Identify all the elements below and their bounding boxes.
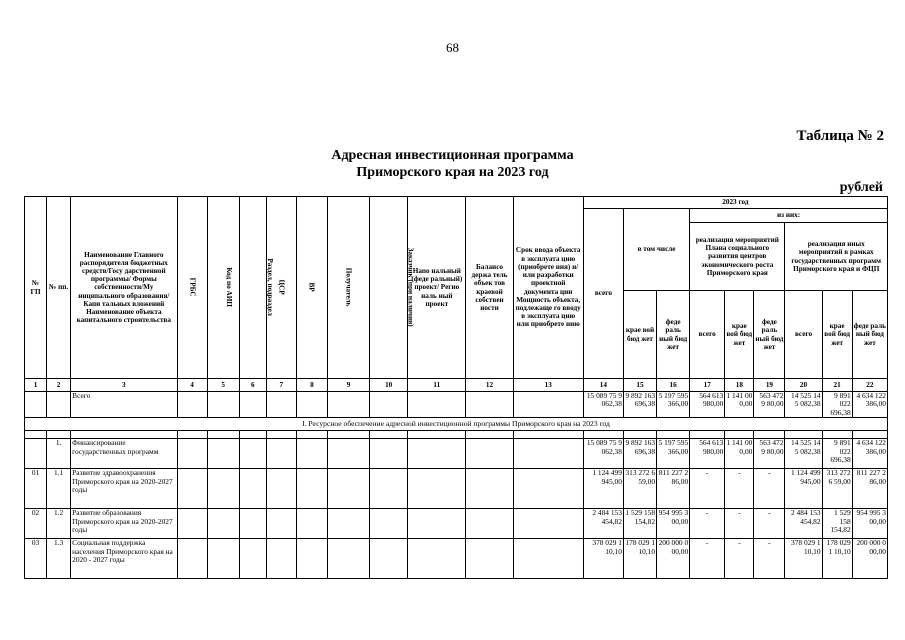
cell-empty (239, 539, 266, 579)
table-row (25, 439, 888, 469)
cell-c17: - (690, 509, 725, 539)
cell-empty (513, 439, 583, 469)
cell-c22: 200 000 0 00,00 (852, 539, 887, 579)
header-vsego: всего (583, 209, 623, 379)
column-number: 18 (725, 379, 754, 392)
column-number: 11 (408, 379, 466, 392)
total-c14: 15 089 75 9 062,38 (583, 392, 623, 418)
cell-empty (177, 439, 207, 469)
cell-c16: 954 995 3 00,00 (657, 509, 690, 539)
cell-empty (370, 469, 408, 509)
data-rows (25, 439, 888, 579)
cell-empty (177, 469, 207, 509)
cell-name: Социальная поддержка населения Приморского края на 2020 - 2027 годы (71, 539, 177, 579)
cell-c19: 563 472 9 80,00 (754, 439, 785, 469)
total-c17: 564 613 980,00 (690, 392, 725, 418)
table-number: Таблица № 2 (796, 128, 884, 144)
header-gp: № ГП (25, 197, 47, 379)
cell-c15: 178 029 1 10,10 (623, 539, 656, 579)
cell-c16: 200 000 0 00,00 (657, 539, 690, 579)
cell-c16: 811 227 2 86,00 (657, 469, 690, 509)
cell-empty (327, 469, 369, 509)
cell-empty (266, 469, 296, 509)
cell-empty (466, 509, 513, 539)
cell-empty (207, 539, 239, 579)
cell-empty (296, 439, 327, 469)
header-balance-holder: Балансо держа тель объек тов краевой собствен ности (466, 197, 513, 379)
header-year: 2023 год (583, 197, 887, 209)
header-vr: ВР (296, 197, 327, 379)
header-razdel: Раздел, подраздел (239, 197, 266, 379)
cell-c22: 811 227 2 86,00 (852, 469, 887, 509)
cell-empty (239, 439, 266, 469)
cell-c17: 564 613 980,00 (690, 439, 725, 469)
title-line-1: Адресная инвестиционная программа (331, 148, 574, 163)
header-num: № пп. (47, 197, 71, 379)
cell-empty (177, 539, 207, 579)
cell-c21: 1 529 158 154,82 (822, 509, 852, 539)
cell-empty (296, 509, 327, 539)
cell-num: 1.3 (47, 539, 71, 579)
column-number: 10 (370, 379, 408, 392)
table-row (25, 469, 888, 509)
header-federal-1: феде раль ный бюд жет (657, 291, 690, 379)
header-name: Наименование Главного распорядителя бюджетных средств/Госу дарственной программы/ Формы собственности/Му ниципального образования/Капи тальных вложений Наименование объекта капитального строительства (71, 197, 177, 379)
cell-c19: - (754, 469, 785, 509)
cell-empty (266, 439, 296, 469)
total-c22: 4 634 122 386,00 (852, 392, 887, 418)
cell-empty (466, 439, 513, 469)
cell-c21: 9 891 022 696,38 (822, 439, 852, 469)
column-number: 6 (239, 379, 266, 392)
total-c20: 14 525 14 5 082,38 (785, 392, 822, 418)
column-number: 3 (71, 379, 177, 392)
header-federal-2: феде раль ный бюд жет (754, 291, 785, 379)
cell-c18: - (725, 469, 754, 509)
column-number: 12 (466, 379, 513, 392)
cell-empty (266, 539, 296, 579)
cell-empty (408, 439, 466, 469)
total-row (25, 392, 888, 418)
cell-empty (327, 439, 369, 469)
header-plan: реализация мероприятий Плана социального развития центров экономического роста Приморского края (690, 223, 785, 291)
cell-c19: - (754, 539, 785, 579)
cell-empty (370, 509, 408, 539)
cell-empty (296, 469, 327, 509)
cell-c20: 378 029 1 10,10 (785, 539, 822, 579)
header-national-project: Напо нальный (феде ральный) проект/ Регио наль ный проект (408, 197, 466, 379)
column-number: 7 (266, 379, 296, 392)
header-kraevoy-1: крае вой бюд жет (623, 291, 656, 379)
section-title: I. Ресурсное обеспечение адресной инвестиционной программы Приморского края на 2023 год (25, 418, 888, 431)
column-number: 8 (296, 379, 327, 392)
cell-gp (25, 439, 47, 469)
cell-num: 1.2 (47, 509, 71, 539)
header-poluchatel: Получатель (327, 197, 369, 379)
column-number: 17 (690, 379, 725, 392)
cell-empty (408, 509, 466, 539)
cell-c22: 954 995 3 00,00 (852, 509, 887, 539)
cell-empty (408, 539, 466, 579)
column-number: 2 (47, 379, 71, 392)
cell-c20: 2 484 153 454,82 (785, 509, 822, 539)
cell-name: Финансирование государственных программ (71, 439, 177, 469)
column-number: 4 (177, 379, 207, 392)
header-v-tom-chisle: в том числе (623, 209, 689, 291)
total-c21: 9 891 022 696,38 (822, 392, 852, 418)
cell-empty (239, 469, 266, 509)
cell-c18: 1 141 00 0,00 (725, 439, 754, 469)
header-csr: ЦСР (266, 197, 296, 379)
cell-c17: - (690, 469, 725, 509)
table-row (25, 539, 888, 579)
header-kod-aip: Код по АИП (207, 197, 239, 379)
header-inyh: реализация иных мероприятий в рамках государственных программ Приморского края и ФЦП (785, 223, 888, 291)
cell-num: 1.1 (47, 469, 71, 509)
cell-c15: 1 529 158 154,82 (623, 509, 656, 539)
cell-c15: 9 892 163 696,38 (623, 439, 656, 469)
cell-c14: 15 089 75 9 062,38 (583, 439, 623, 469)
cell-c20: 14 525 14 5 082,38 (785, 439, 822, 469)
cell-c17: - (690, 539, 725, 579)
cell-name: Развитие здравоохранения Приморского края на 2020-2027 годы (71, 469, 177, 509)
cell-c21: 313 272 6 59,00 (822, 469, 852, 509)
cell-empty (513, 469, 583, 509)
total-c16: 5 197 595 366,00 (657, 392, 690, 418)
cell-empty (513, 539, 583, 579)
cell-c14: 378 029 1 10,10 (583, 539, 623, 579)
cell-empty (239, 509, 266, 539)
cell-c18: - (725, 539, 754, 579)
title-line-2: Приморского края на 2023 год (356, 165, 549, 180)
column-number: 19 (754, 379, 785, 392)
cell-c22: 4 634 122 386,00 (852, 439, 887, 469)
cell-empty (296, 539, 327, 579)
column-number: 20 (785, 379, 822, 392)
column-number-row (25, 379, 888, 392)
cell-gp: 02 (25, 509, 47, 539)
cell-gp: 03 (25, 539, 47, 579)
cell-empty (207, 469, 239, 509)
cell-empty (408, 469, 466, 509)
column-number: 5 (207, 379, 239, 392)
header-kraevoy-3: крае вой бюд жет (822, 291, 852, 379)
cell-empty (370, 539, 408, 579)
column-number: 1 (25, 379, 47, 392)
header-row-1 (25, 197, 888, 209)
cell-gp: 01 (25, 469, 47, 509)
table-row (25, 509, 888, 539)
cell-c20: 1 124 499 945,00 (785, 469, 822, 509)
cell-empty (207, 509, 239, 539)
column-number: 13 (513, 379, 583, 392)
header-iz-nih: из них: (690, 209, 888, 223)
cell-c15: 313 272 6 59,00 (623, 469, 656, 509)
cell-empty (327, 539, 369, 579)
column-number: 9 (327, 379, 369, 392)
cell-empty (266, 509, 296, 539)
column-number: 15 (623, 379, 656, 392)
column-number: 16 (657, 379, 690, 392)
cell-c18: - (725, 509, 754, 539)
column-number: 14 (583, 379, 623, 392)
cell-name: Развитие образования Приморского края на 2020-2027 годы (71, 509, 177, 539)
cell-empty (207, 439, 239, 469)
cell-c16: 5 197 595 366,00 (657, 439, 690, 469)
investment-table (24, 196, 888, 579)
cell-empty (327, 509, 369, 539)
cell-empty (177, 509, 207, 539)
cell-empty (466, 469, 513, 509)
cell-num: 1. (47, 439, 71, 469)
column-number: 22 (852, 379, 887, 392)
header-srok: Срок ввода объекта в эксплуата цию (приобрете ния) и/или разработки проектной документа ции Мощность объекта, подлежаще го вводу в эксплуата цию или приобрете нию (513, 197, 583, 379)
cell-empty (370, 439, 408, 469)
total-c18: 1 141 00 0,00 (725, 392, 754, 418)
total-c19: 563 472 9 80,00 (754, 392, 785, 418)
cell-c21: 178 029 1 10,10 (822, 539, 852, 579)
header-plan-vsego: всего (690, 291, 725, 379)
total-label: Всего (71, 392, 177, 418)
cell-c19: - (754, 509, 785, 539)
cell-c14: 2 484 153 454,82 (583, 509, 623, 539)
cell-empty (466, 539, 513, 579)
cell-empty (513, 509, 583, 539)
header-federal-3: феде раль ный бюд жет (852, 291, 887, 379)
document-title (0, 147, 905, 181)
section-row (25, 418, 888, 431)
total-c15: 9 892 163 696,38 (623, 392, 656, 418)
units-label: рублей (839, 180, 883, 195)
header-kraevoy-2: крае вой бюд жет (725, 291, 754, 379)
spacer-row (25, 431, 888, 439)
cell-c14: 1 124 499 945,00 (583, 469, 623, 509)
header-inyh-vsego: всего (785, 291, 822, 379)
header-grbs: ГРБС (177, 197, 207, 379)
header-zakazchik: Заказчик (при наличии) (370, 197, 408, 379)
page-number: 68 (446, 40, 459, 55)
column-number: 21 (822, 379, 852, 392)
